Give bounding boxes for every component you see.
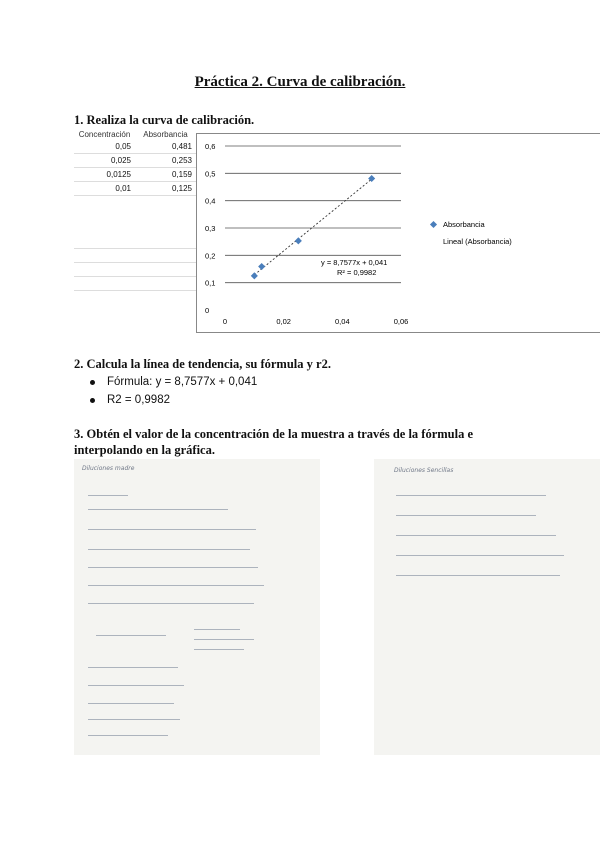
handwritten-notes-right (374, 459, 600, 755)
table-row (74, 182, 196, 196)
table-row (74, 168, 196, 182)
table-row (74, 154, 196, 168)
section-2-heading: 2. Calcula la línea de tendencia, su fórmula y r2. (74, 357, 331, 371)
table-cell: 0,05 (115, 142, 131, 151)
x-tick-label: 0,02 (276, 317, 291, 326)
y-tick-label: 0,6 (205, 142, 216, 151)
header-absorbancia: Absorbancia (143, 130, 188, 139)
header-concentracion: Concentración (78, 130, 131, 139)
formula-text: Fórmula: y = 8,7577x + 0,041 (107, 376, 258, 388)
table-cell: 0,125 (171, 184, 192, 193)
x-tick-label: 0,06 (393, 317, 409, 326)
y-tick-label: 0,5 (205, 169, 216, 179)
sheet-gridline (74, 262, 196, 263)
table-cell: 0,159 (171, 170, 192, 179)
note-title: Diluciones Sencillas (394, 467, 454, 474)
sheet-gridline (74, 248, 196, 249)
y-tick-label: 0,4 (205, 196, 216, 206)
page-title: Práctica 2. Curva de calibración. (194, 74, 406, 90)
x-tick-label: 0 (222, 317, 228, 326)
x-tick-label: 0,04 (335, 317, 350, 326)
list-item (90, 373, 257, 391)
sheet-gridline (74, 276, 196, 277)
chart-svg (197, 134, 600, 334)
bullet-list (90, 373, 257, 409)
legend-lineal: Lineal (Absorbancia) (443, 237, 512, 246)
legend-marker-icon (430, 221, 437, 228)
note-title: Diluciones madre (82, 465, 135, 472)
data-point (295, 237, 302, 244)
table-row (74, 140, 196, 154)
table-header (74, 129, 196, 140)
y-tick-label: 0,2 (205, 251, 216, 261)
y-tick-label: 0 (205, 306, 210, 315)
table-cell: 0,01 (115, 184, 131, 193)
y-tick-label: 0,1 (205, 278, 216, 288)
data-point (251, 272, 258, 279)
table-cell: 0,025 (110, 156, 131, 165)
list-item (90, 391, 257, 409)
data-table (74, 129, 196, 196)
table-cell: 0,481 (171, 142, 192, 151)
sheet-gridline (74, 290, 196, 291)
r2-text: R2 = 0,9982 (107, 394, 170, 406)
y-tick-label: 0,3 (205, 224, 216, 233)
handwritten-notes-left (74, 459, 320, 755)
bullet-icon (90, 398, 95, 403)
legend-absorbancia: Absorbancia (443, 220, 485, 229)
data-point (258, 263, 265, 270)
bullet-icon (90, 380, 95, 385)
table-cell: 0,0125 (106, 170, 131, 179)
table-cell: 0,253 (171, 156, 192, 165)
equation-label: y = 8,7577x + 0,041 (321, 258, 388, 267)
section-1-heading: 1. Realiza la curva de calibración. (74, 113, 255, 127)
r2-label: R² = 0,9982 (337, 268, 377, 277)
section-3-heading: 3. Obtén el valor de la concentración de la muestra a través de la fórmula e interpolando en la gráfica. (74, 427, 474, 457)
calibration-chart (196, 133, 600, 333)
